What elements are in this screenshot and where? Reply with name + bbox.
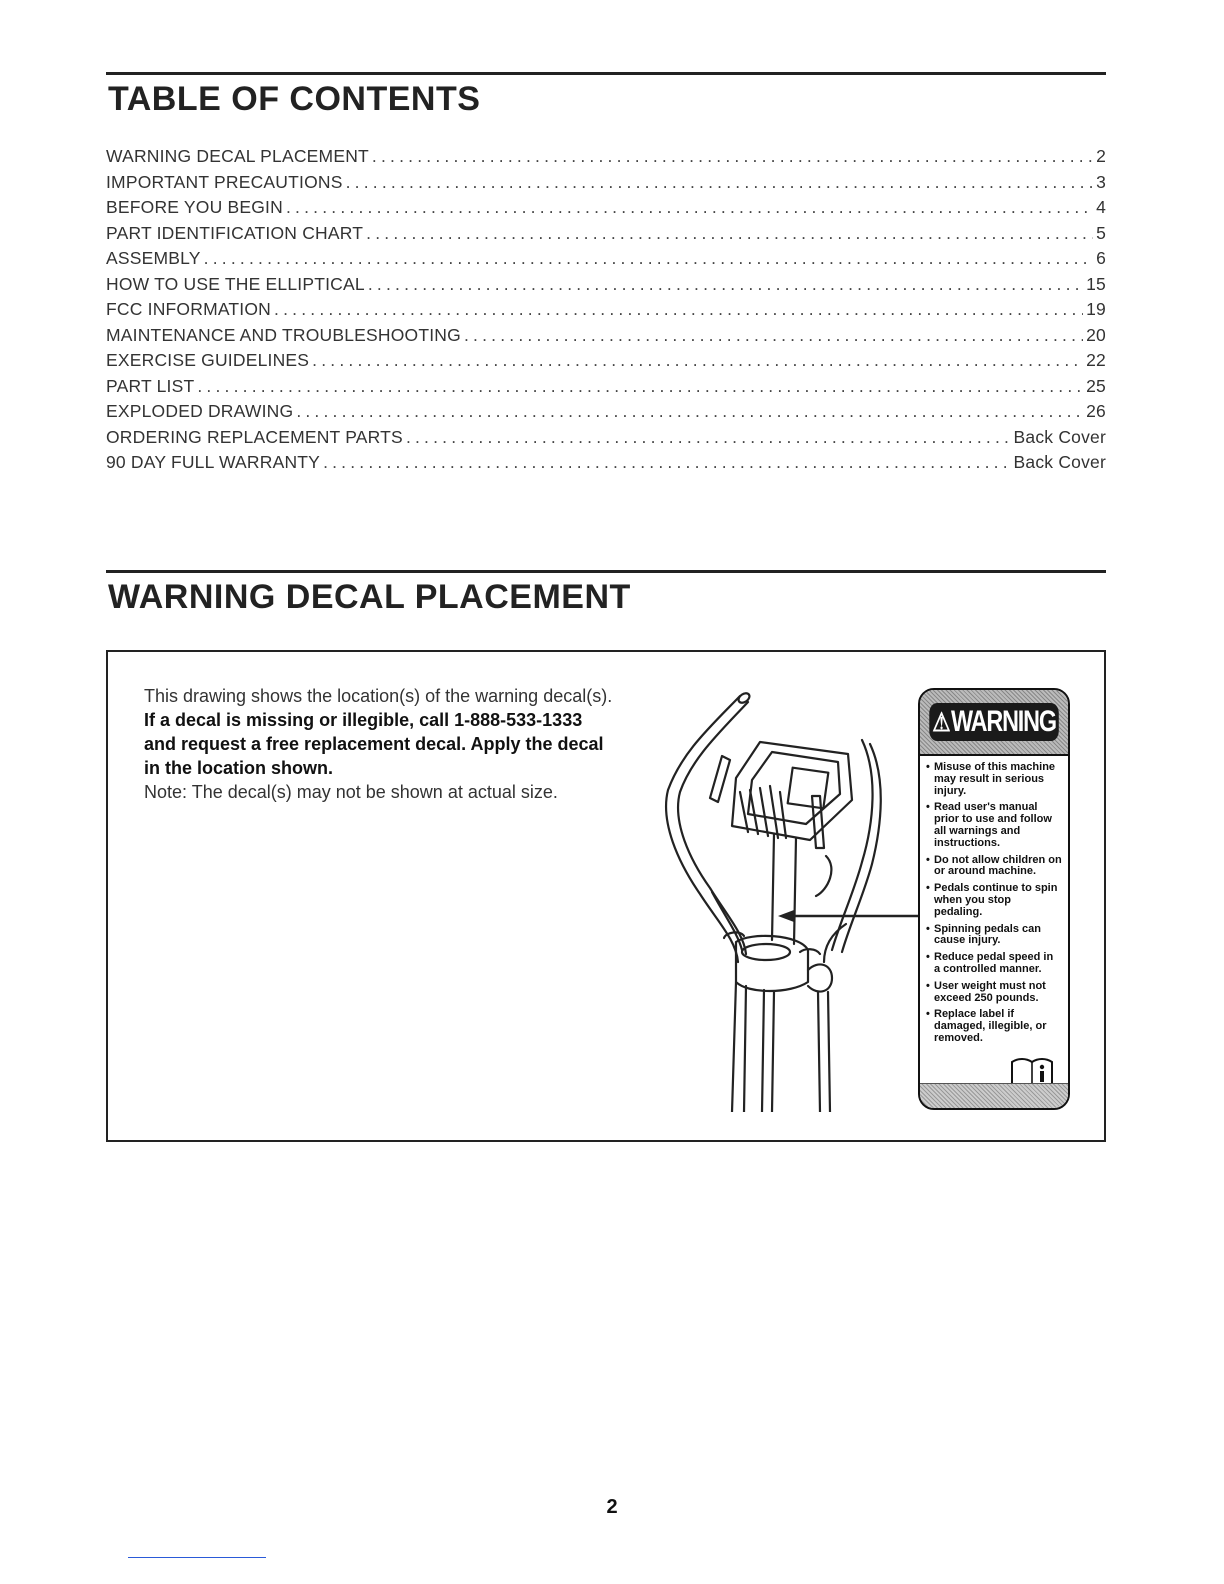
toc-heading: TABLE OF CONTENTS — [108, 80, 481, 118]
decal-warning-item: • Do not allow children on or around machine. — [934, 855, 1062, 879]
toc-entry[interactable] — [106, 452, 1106, 478]
toc-leader-dots — [464, 325, 1083, 346]
elliptical-drawing — [640, 682, 950, 1112]
toc-entry-title: HOW TO USE THE ELLIPTICAL — [106, 273, 365, 294]
decal-header — [920, 690, 1068, 756]
warning-heading: WARNING DECAL PLACEMENT — [108, 578, 631, 616]
decal-warning-item: • Spinning pedals can cause injury. — [934, 924, 1062, 948]
toc-entry[interactable] — [106, 350, 1106, 376]
toc-entry-title: 90 DAY FULL WARRANTY — [106, 452, 321, 472]
warning-decal — [918, 688, 1070, 1110]
decal-note: Note: The decal(s) may not be shown at actual size. — [144, 782, 558, 802]
toc-entry-page: Back Cover — [1013, 452, 1106, 472]
toc-entry-page: 26 — [1086, 401, 1106, 421]
toc-entry-title: FCC INFORMATION — [106, 299, 272, 319]
toc-leader-dots — [312, 350, 1083, 371]
toc-entry[interactable] — [106, 376, 1106, 402]
toc-entry-title: ORDERING REPLACEMENT PARTS — [106, 426, 403, 447]
decal-instructions-text — [144, 684, 614, 780]
toc-entry-title: EXPLODED DRAWING — [106, 401, 294, 421]
toc-leader-dots — [296, 401, 1083, 422]
toc-entry-page: 6 — [1096, 248, 1106, 268]
toc-entry-title: IMPORTANT PRECAUTIONS — [106, 171, 343, 192]
toc-entry[interactable] — [106, 274, 1106, 300]
toc-entry-title: PART LIST — [106, 375, 195, 396]
instructions-bold: If a decal is missing or illegible, call 1-888-533-1333 and request a free replacement decal. Apply the decal in the location shown. — [144, 710, 604, 778]
toc-leader-dots — [204, 248, 1093, 269]
decal-warning-item: • Read user's manual prior to use and follow all warnings and instructions. — [934, 802, 1062, 849]
toc-entry-title: PART IDENTIFICATION CHART — [106, 222, 364, 243]
toc-entry-page: 19 — [1086, 299, 1106, 319]
toc-leader-dots — [323, 452, 1010, 473]
toc-leader-dots — [372, 146, 1093, 167]
toc-leader-dots — [368, 274, 1083, 295]
decal-warning-item: • Replace label if damaged, illegible, or removed. — [934, 1009, 1062, 1044]
toc-list — [106, 146, 1106, 478]
toc-entry-page: 5 — [1096, 222, 1106, 243]
toc-leader-dots — [274, 299, 1083, 320]
toc-leader-dots — [366, 223, 1093, 244]
toc-leader-dots — [346, 172, 1093, 193]
toc-entry[interactable] — [106, 248, 1106, 274]
toc-entry[interactable] — [106, 299, 1106, 325]
toc-entry-title: WARNING DECAL PLACEMENT — [106, 146, 369, 166]
toc-entry-title: MAINTENANCE AND TROUBLESHOOTING — [106, 324, 461, 345]
decal-warning-list — [920, 756, 1068, 1045]
decal-bottom-band — [920, 1083, 1068, 1108]
toc-leader-dots — [286, 197, 1093, 218]
instructions-plain: This drawing shows the location(s) of the warning decal(s). — [144, 686, 613, 706]
toc-entry-page: 15 — [1086, 273, 1106, 294]
footer-rule — [128, 1557, 266, 1558]
toc-entry-title: BEFORE YOU BEGIN — [106, 197, 283, 217]
toc-leader-dots — [406, 427, 1011, 448]
decal-warning-item: • Reduce pedal speed in a controlled manner. — [934, 952, 1062, 976]
toc-entry-page: 3 — [1096, 171, 1106, 192]
toc-entry-page: 2 — [1096, 146, 1106, 166]
toc-entry[interactable] — [106, 427, 1106, 453]
warning-top-rule — [106, 570, 1106, 573]
toc-entry-page: Back Cover — [1013, 426, 1106, 447]
toc-entry-page: 25 — [1086, 375, 1106, 396]
decal-title: WARNING — [950, 705, 1056, 738]
toc-top-rule — [106, 72, 1106, 75]
toc-entry-page: 20 — [1086, 324, 1106, 345]
toc-entry-title: ASSEMBLY — [106, 248, 201, 268]
decal-instructions — [144, 684, 614, 804]
page-number: 2 — [606, 1496, 618, 1518]
toc-entry[interactable] — [106, 401, 1106, 427]
decal-warning-item: • Misuse of this machine may result in serious injury. — [934, 762, 1062, 797]
toc-entry-page: 4 — [1096, 197, 1106, 217]
toc-entry[interactable] — [106, 325, 1106, 351]
toc-entry[interactable] — [106, 146, 1106, 172]
toc-leader-dots — [197, 376, 1083, 397]
warning-triangle-icon: ⚠ — [932, 706, 950, 737]
toc-entry[interactable] — [106, 223, 1106, 249]
decal-warning-item: • Pedals continue to spin when you stop pedaling. — [934, 883, 1062, 918]
toc-entry-page: 22 — [1086, 350, 1106, 370]
toc-entry-title: EXERCISE GUIDELINES — [106, 350, 310, 370]
toc-entry[interactable] — [106, 197, 1106, 223]
toc-entry[interactable] — [106, 172, 1106, 198]
decal-warning-item: • User weight must not exceed 250 pounds. — [934, 981, 1062, 1005]
decal-title-banner — [929, 703, 1059, 741]
